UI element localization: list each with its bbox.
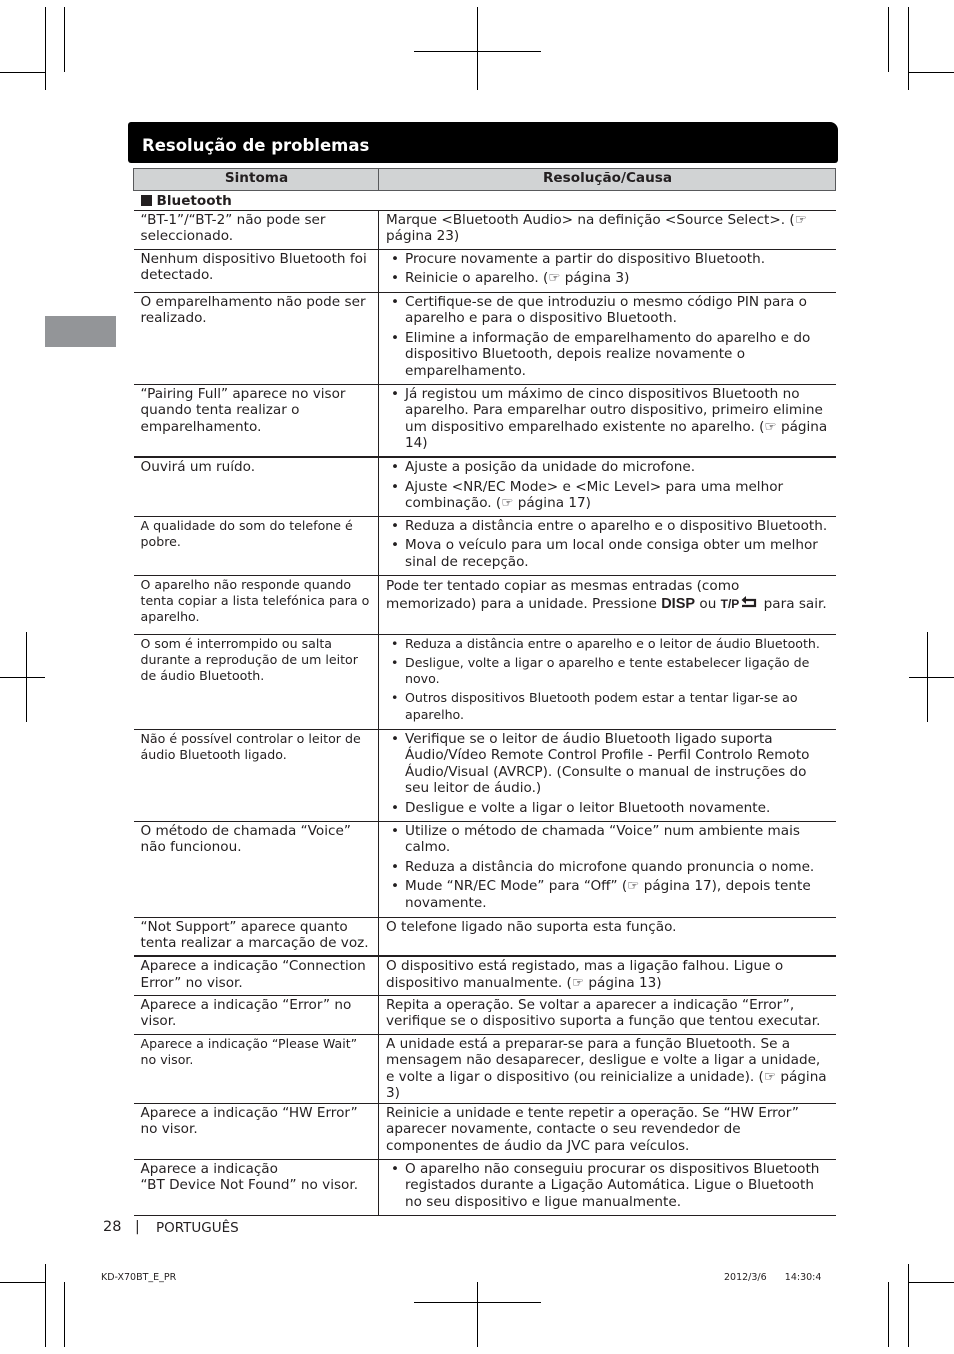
- or-text: ou: [699, 595, 717, 612]
- resolution-bullet: • Reinicie o aparelho. (☞ página 3): [386, 270, 830, 287]
- crop-mark: [909, 677, 954, 678]
- crop-mark: [909, 1282, 954, 1283]
- resolution-cell: Marque <Bluetooth Audio> na definição <Source Select>. (☞ página 23): [379, 210, 836, 249]
- resolution-cell: [379, 457, 836, 516]
- symptom-cell: O emparelhamento não pode ser realizado.: [134, 292, 379, 384]
- table-row: [134, 516, 836, 575]
- crop-mark: [0, 1282, 45, 1283]
- resolution-bullet: • Ajuste a posição da unidade do microfone.: [386, 459, 830, 476]
- table-row: [134, 457, 836, 516]
- resolution-text: para sair.: [763, 595, 827, 612]
- troubleshooting-table: [133, 168, 836, 1216]
- crop-mark: [64, 7, 65, 72]
- crop-mark: [45, 7, 46, 90]
- crop-mark: [414, 51, 541, 52]
- resolution-bullet: • Mude “NR/EC Mode” para “Off” (☞ página 17), depois tente novamente.: [386, 878, 830, 911]
- symptom-cell: A qualidade do som do telefone é pobre.: [134, 516, 379, 575]
- crop-mark: [64, 1282, 65, 1347]
- side-tab: [45, 316, 116, 347]
- square-bullet-icon: [141, 195, 152, 206]
- resolution-cell: A unidade está a preparar-se para a função Bluetooth. Se a mensagem não desaparecer, desligue e volte a ligar a unidade, e volte a ligar o dispositivo (ou reinicialize a unidade). (☞ página 3): [379, 1034, 836, 1103]
- resolution-bullet: • Outros dispositivos Bluetooth podem estar a tentar ligar-se ao aparelho.: [386, 690, 830, 723]
- resolution-cell: [379, 821, 836, 917]
- resolution-cell: O dispositivo está registado, mas a ligação falhou. Ligue o dispositivo manualmente. (☞ página 13): [379, 956, 836, 995]
- resolution-bullet: • Reduza a distância entre o aparelho e o leitor de áudio Bluetooth.: [386, 636, 830, 652]
- section-title: Resolução de problemas: [142, 136, 370, 155]
- tp-button-label: T/P: [720, 596, 740, 611]
- header-resolution: Resolução/Causa: [379, 169, 836, 191]
- resolution-bullet: • O aparelho não conseguiu procurar os dispositivos Bluetooth registados durante a Ligação Automática. Ligue o Bluetooth no seu dispositivo e ligue manualmente.: [386, 1161, 830, 1211]
- symptom-cell: Não é possível controlar o leitor de áudio Bluetooth ligado.: [134, 729, 379, 821]
- resolution-bullet: • Mova o veículo para um local onde consiga obter um melhor sinal de recepção.: [386, 537, 830, 570]
- resolution-bullet: • Elimine a informação de emparelhamento do aparelho e do dispositivo Bluetooth, depois realize novamente o emparelhamento.: [386, 330, 830, 380]
- table-row: [134, 292, 836, 384]
- resolution-bullet: • Utilize o método de chamada “Voice” num ambiente mais calmo.: [386, 823, 830, 856]
- back-arrow-icon: [739, 595, 759, 609]
- resolution-cell: [379, 249, 836, 292]
- symptom-cell: O aparelho não responde quando tenta copiar a lista telefónica para o aparelho.: [134, 575, 379, 634]
- table-row: [134, 729, 836, 821]
- table-row: [134, 917, 836, 956]
- symptom-cell: O som é interrompido ou salta durante a reprodução de um leitor de áudio Bluetooth.: [134, 634, 379, 729]
- table-row: [134, 575, 836, 634]
- resolution-bullet: • Verifique se o leitor de áudio Bluetooth ligado suporta Áudio/Vídeo Remote Control Profile - Perfil Controlo Remoto Áudio/Visual (AVRCP). (Consulte o manual de instruções do seu leitor de áudio.): [386, 731, 830, 797]
- resolution-bullet: • Reduza a distância do microfone quando pronuncia o nome.: [386, 859, 830, 876]
- crop-mark: [908, 1264, 909, 1347]
- table-row: [134, 1034, 836, 1103]
- table-row: [134, 210, 836, 249]
- section-banner: [128, 122, 838, 163]
- resolution-cell: [379, 575, 836, 634]
- resolution-cell: [379, 384, 836, 457]
- crop-mark: [477, 1282, 478, 1347]
- crop-mark: [477, 7, 478, 90]
- doc-code: KD-X70BT_E_PR: [101, 1272, 177, 1283]
- disp-button-label: DISP: [661, 595, 696, 612]
- footer-language: PORTUGUÊS: [156, 1220, 239, 1236]
- crop-mark: [414, 1302, 541, 1303]
- category-row: [134, 191, 836, 211]
- crop-mark: [0, 677, 45, 678]
- resolution-cell: Repita a operação. Se voltar a aparecer a indicação “Error”, verifique se o dispositivo suporta a função que tentou executar.: [379, 995, 836, 1034]
- page-number: 28: [103, 1219, 122, 1235]
- resolution-bullet: • Certifique-se de que introduziu o mesmo código PIN para o aparelho e para o dispositivo Bluetooth.: [386, 294, 830, 327]
- crop-mark: [888, 7, 889, 72]
- resolution-bullet: • Já registou um máximo de cinco dispositivos Bluetooth no aparelho. Para emparelhar outro dispositivo, primeiro elimine um dispositivo emparelhado existente no aparelho. (☞ página 14): [386, 386, 830, 452]
- crop-mark: [908, 7, 909, 90]
- crop-mark: [0, 72, 45, 73]
- resolution-cell: [379, 634, 836, 729]
- symptom-cell: Nenhum dispositivo Bluetooth foi detectado.: [134, 249, 379, 292]
- resolution-bullet: • Reduza a distância entre o aparelho e o dispositivo Bluetooth.: [386, 518, 830, 535]
- resolution-text: Pode ter tentado copiar as mesmas entradas (como memorizado) para a unidade. Pressione: [386, 577, 740, 612]
- crop-mark: [888, 1282, 889, 1347]
- symptom-line: Aparece a indicação: [140, 1160, 278, 1177]
- resolution-cell: O telefone ligado não suporta esta função.: [379, 917, 836, 956]
- symptom-cell: “Not Support” aparece quanto tenta realizar a marcação de voz.: [134, 917, 379, 956]
- symptom-cell: “BT-1”/“BT-2” não pode ser seleccionado.: [134, 210, 379, 249]
- symptom-cell: Ouvirá um ruído.: [134, 457, 379, 516]
- resolution-cell: Reinicie a unidade e tente repetir a operação. Se “HW Error” aparecer novamente, contacte o seu revendedor de componentes de áudio da JVC para veículos.: [379, 1103, 836, 1159]
- symptom-cell: Aparece a indicação “Please Wait” no visor.: [134, 1034, 379, 1103]
- footer-separator: |: [135, 1219, 140, 1235]
- symptom-line: “BT Device Not Found” no visor.: [140, 1177, 359, 1193]
- resolution-cell: [379, 729, 836, 821]
- symptom-cell: Aparece a indicação “Error” no visor.: [134, 995, 379, 1034]
- symptom-cell: “Pairing Full” aparece no visor quando tenta realizar o emparelhamento.: [134, 384, 379, 457]
- symptom-cell: O método de chamada “Voice” não funcionou.: [134, 821, 379, 917]
- table-row: [134, 956, 836, 995]
- table-header: [134, 169, 836, 191]
- symptom-cell: Aparece a indicação “Connection Error” no visor.: [134, 956, 379, 995]
- resolution-bullet: • Desligue, volte a ligar o aparelho e tente estabelecer ligação de novo.: [386, 655, 830, 688]
- resolution-cell: [379, 516, 836, 575]
- resolution-bullet: • Procure novamente a partir do dispositivo Bluetooth.: [386, 251, 830, 268]
- table-row: [134, 995, 836, 1034]
- header-symptom: Sintoma: [134, 169, 379, 191]
- category-label: Bluetooth: [156, 193, 232, 209]
- table-row: [134, 1103, 836, 1159]
- print-datetime: 2012/3/6 14:30:4: [724, 1272, 822, 1283]
- table-row: [134, 821, 836, 917]
- crop-mark: [909, 72, 954, 73]
- resolution-cell: [379, 292, 836, 384]
- resolution-bullet: • Desligue e volte a ligar o leitor Bluetooth novamente.: [386, 800, 830, 817]
- resolution-bullet: • Ajuste <NR/EC Mode> e <Mic Level> para uma melhor combinação. (☞ página 17): [386, 479, 830, 512]
- symptom-cell: [134, 1159, 379, 1215]
- table-row: [134, 384, 836, 457]
- symptom-cell: Aparece a indicação “HW Error” no visor.: [134, 1103, 379, 1159]
- crop-mark: [45, 1264, 46, 1347]
- table-row: [134, 249, 836, 292]
- table-row: [134, 1159, 836, 1215]
- resolution-cell: [379, 1159, 836, 1215]
- table-row: [134, 634, 836, 729]
